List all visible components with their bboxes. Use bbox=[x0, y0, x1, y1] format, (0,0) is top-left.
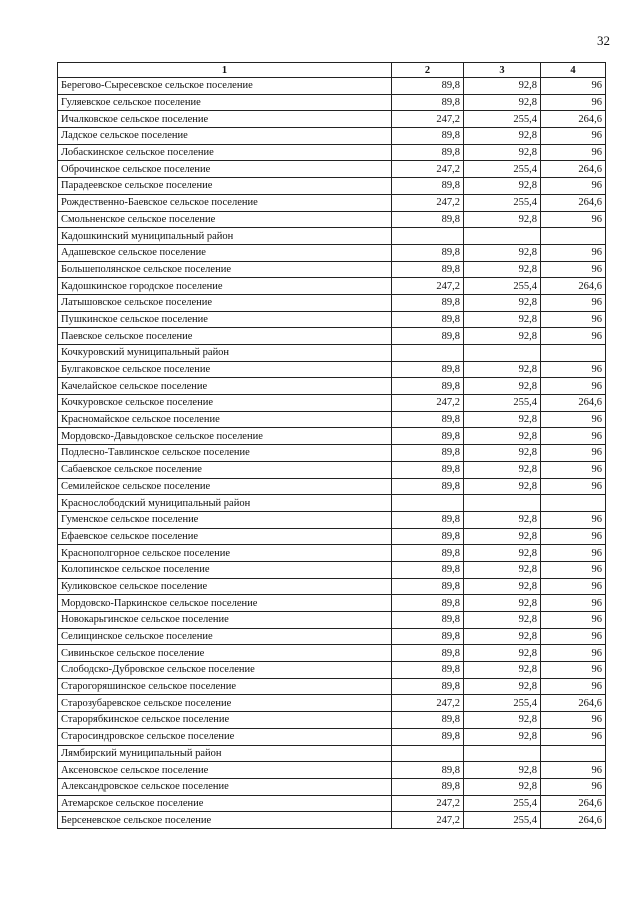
row-name: Мордовско-Давыдовское сельское поселение bbox=[58, 428, 392, 445]
row-name: Старосиндровское сельское поселение bbox=[58, 728, 392, 745]
value-col-3: 255,4 bbox=[464, 194, 541, 211]
row-name: Парадеевское сельское поселение bbox=[58, 178, 392, 195]
row-name: Кочкуровское сельское поселение bbox=[58, 395, 392, 412]
value-col-2: 89,8 bbox=[392, 178, 464, 195]
table-row bbox=[58, 561, 606, 578]
row-name: Булгаковское сельское поселение bbox=[58, 361, 392, 378]
table-row bbox=[58, 695, 606, 712]
value-col-3: 92,8 bbox=[464, 612, 541, 629]
value-col-3: 92,8 bbox=[464, 428, 541, 445]
table-row bbox=[58, 328, 606, 345]
table-row bbox=[58, 545, 606, 562]
value-col-2 bbox=[392, 228, 464, 245]
value-col-4: 96 bbox=[541, 662, 606, 679]
table-row bbox=[58, 495, 606, 512]
value-col-2: 89,8 bbox=[392, 578, 464, 595]
row-name: Кочкуровский муниципальный район bbox=[58, 345, 392, 362]
value-col-3: 92,8 bbox=[464, 645, 541, 662]
value-col-3: 255,4 bbox=[464, 278, 541, 295]
table-row bbox=[58, 762, 606, 779]
value-col-4: 264,6 bbox=[541, 161, 606, 178]
value-col-2: 89,8 bbox=[392, 545, 464, 562]
value-col-3: 92,8 bbox=[464, 211, 541, 228]
header-col-1: 1 bbox=[58, 63, 392, 78]
value-col-2: 89,8 bbox=[392, 411, 464, 428]
row-name: Аксеновское сельское поселение bbox=[58, 762, 392, 779]
value-col-4: 96 bbox=[541, 94, 606, 111]
value-col-3: 92,8 bbox=[464, 712, 541, 729]
table-row bbox=[58, 278, 606, 295]
row-name: Куликовское сельское поселение bbox=[58, 578, 392, 595]
row-name: Слободско-Дубровское сельское поселение bbox=[58, 662, 392, 679]
value-col-4: 96 bbox=[541, 528, 606, 545]
value-col-2: 89,8 bbox=[392, 144, 464, 161]
value-col-4: 96 bbox=[541, 645, 606, 662]
table-row bbox=[58, 461, 606, 478]
row-name: Кадошкинский муниципальный район bbox=[58, 228, 392, 245]
table-row bbox=[58, 228, 606, 245]
value-col-2: 247,2 bbox=[392, 695, 464, 712]
table-row bbox=[58, 378, 606, 395]
value-col-4: 96 bbox=[541, 595, 606, 612]
value-col-3: 92,8 bbox=[464, 78, 541, 95]
value-col-4: 96 bbox=[541, 511, 606, 528]
value-col-2: 89,8 bbox=[392, 461, 464, 478]
value-col-2: 247,2 bbox=[392, 278, 464, 295]
table-row bbox=[58, 194, 606, 211]
table-row bbox=[58, 294, 606, 311]
value-col-3: 92,8 bbox=[464, 361, 541, 378]
table-row bbox=[58, 612, 606, 629]
value-col-4 bbox=[541, 345, 606, 362]
value-col-4: 96 bbox=[541, 728, 606, 745]
value-col-3: 92,8 bbox=[464, 261, 541, 278]
value-col-4: 96 bbox=[541, 628, 606, 645]
value-col-4: 96 bbox=[541, 411, 606, 428]
value-col-2: 89,8 bbox=[392, 94, 464, 111]
value-col-2: 247,2 bbox=[392, 395, 464, 412]
table-row bbox=[58, 528, 606, 545]
value-col-4: 96 bbox=[541, 144, 606, 161]
row-name: Сабаевское сельское поселение bbox=[58, 461, 392, 478]
row-name: Старорябкинское сельское поселение bbox=[58, 712, 392, 729]
table-row bbox=[58, 78, 606, 95]
value-col-3: 255,4 bbox=[464, 795, 541, 812]
data-table bbox=[57, 62, 606, 829]
value-col-3: 255,4 bbox=[464, 161, 541, 178]
header-row bbox=[58, 63, 606, 78]
row-name: Новокарьгинское сельское поселение bbox=[58, 612, 392, 629]
value-col-3: 92,8 bbox=[464, 461, 541, 478]
value-col-3: 92,8 bbox=[464, 94, 541, 111]
header-col-2: 2 bbox=[392, 63, 464, 78]
value-col-4: 264,6 bbox=[541, 795, 606, 812]
value-col-3: 92,8 bbox=[464, 128, 541, 145]
value-col-2: 247,2 bbox=[392, 111, 464, 128]
value-col-2: 89,8 bbox=[392, 78, 464, 95]
value-col-4: 96 bbox=[541, 478, 606, 495]
row-name: Латышовское сельское поселение bbox=[58, 294, 392, 311]
value-col-3: 92,8 bbox=[464, 311, 541, 328]
value-col-2: 89,8 bbox=[392, 595, 464, 612]
row-name: Рождественно-Баевское сельское поселение bbox=[58, 194, 392, 211]
value-col-4: 96 bbox=[541, 778, 606, 795]
value-col-4: 264,6 bbox=[541, 812, 606, 829]
value-col-2: 247,2 bbox=[392, 161, 464, 178]
value-col-4: 96 bbox=[541, 78, 606, 95]
row-name: Сивиньское сельское поселение bbox=[58, 645, 392, 662]
table-row bbox=[58, 144, 606, 161]
value-col-4: 96 bbox=[541, 578, 606, 595]
table-row bbox=[58, 645, 606, 662]
value-col-4 bbox=[541, 228, 606, 245]
value-col-3 bbox=[464, 495, 541, 512]
value-col-4: 264,6 bbox=[541, 194, 606, 211]
row-name: Качелайское сельское поселение bbox=[58, 378, 392, 395]
value-col-4 bbox=[541, 745, 606, 762]
value-col-2 bbox=[392, 495, 464, 512]
table-row bbox=[58, 578, 606, 595]
table-row bbox=[58, 778, 606, 795]
table-row bbox=[58, 712, 606, 729]
table-row bbox=[58, 161, 606, 178]
value-col-3: 92,8 bbox=[464, 511, 541, 528]
table-row bbox=[58, 411, 606, 428]
value-col-4: 96 bbox=[541, 261, 606, 278]
row-name: Мордовско-Паркинское сельское поселение bbox=[58, 595, 392, 612]
table-row bbox=[58, 311, 606, 328]
value-col-4: 264,6 bbox=[541, 278, 606, 295]
value-col-3: 92,8 bbox=[464, 578, 541, 595]
value-col-4: 96 bbox=[541, 612, 606, 629]
value-col-4: 96 bbox=[541, 428, 606, 445]
row-name: Кадошкинское городское поселение bbox=[58, 278, 392, 295]
value-col-4: 96 bbox=[541, 244, 606, 261]
row-name: Семилейское сельское поселение bbox=[58, 478, 392, 495]
value-col-2: 89,8 bbox=[392, 445, 464, 462]
value-col-4: 96 bbox=[541, 461, 606, 478]
table-row bbox=[58, 595, 606, 612]
value-col-3: 92,8 bbox=[464, 378, 541, 395]
table-row bbox=[58, 662, 606, 679]
value-col-4: 96 bbox=[541, 678, 606, 695]
value-col-2: 89,8 bbox=[392, 478, 464, 495]
value-col-3: 92,8 bbox=[464, 478, 541, 495]
value-col-4: 264,6 bbox=[541, 695, 606, 712]
row-name: Селищинское сельское поселение bbox=[58, 628, 392, 645]
row-name: Пушкинское сельское поселение bbox=[58, 311, 392, 328]
value-col-2: 89,8 bbox=[392, 612, 464, 629]
table-row bbox=[58, 678, 606, 695]
row-name: Красномайское сельское поселение bbox=[58, 411, 392, 428]
row-name: Ичалковское сельское поселение bbox=[58, 111, 392, 128]
value-col-2: 89,8 bbox=[392, 428, 464, 445]
value-col-2: 89,8 bbox=[392, 311, 464, 328]
value-col-3: 92,8 bbox=[464, 728, 541, 745]
value-col-4: 96 bbox=[541, 712, 606, 729]
table-row bbox=[58, 812, 606, 829]
value-col-4: 96 bbox=[541, 328, 606, 345]
value-col-3: 92,8 bbox=[464, 561, 541, 578]
value-col-4: 96 bbox=[541, 361, 606, 378]
value-col-2: 247,2 bbox=[392, 194, 464, 211]
value-col-3: 92,8 bbox=[464, 294, 541, 311]
table-row bbox=[58, 178, 606, 195]
row-name: Подлесно-Тавлинское сельское поселение bbox=[58, 445, 392, 462]
row-name: Оброчинское сельское поселение bbox=[58, 161, 392, 178]
row-name: Старозубаревское сельское поселение bbox=[58, 695, 392, 712]
row-name: Старогоряшинское сельское поселение bbox=[58, 678, 392, 695]
table-row bbox=[58, 211, 606, 228]
header-col-4: 4 bbox=[541, 63, 606, 78]
table-row bbox=[58, 428, 606, 445]
table-row bbox=[58, 395, 606, 412]
row-name: Смольненское сельское поселение bbox=[58, 211, 392, 228]
value-col-2: 89,8 bbox=[392, 728, 464, 745]
table-row bbox=[58, 728, 606, 745]
table-row bbox=[58, 511, 606, 528]
table-row bbox=[58, 361, 606, 378]
value-col-2: 89,8 bbox=[392, 628, 464, 645]
value-col-2: 89,8 bbox=[392, 762, 464, 779]
table-row bbox=[58, 345, 606, 362]
row-name: Лобаскинское сельское поселение bbox=[58, 144, 392, 161]
value-col-4: 96 bbox=[541, 378, 606, 395]
value-col-4: 96 bbox=[541, 762, 606, 779]
value-col-3 bbox=[464, 745, 541, 762]
row-name: Гуменское сельское поселение bbox=[58, 511, 392, 528]
table-row bbox=[58, 445, 606, 462]
table-row bbox=[58, 261, 606, 278]
header-col-3: 3 bbox=[464, 63, 541, 78]
value-col-3 bbox=[464, 228, 541, 245]
value-col-4: 96 bbox=[541, 211, 606, 228]
value-col-4: 96 bbox=[541, 311, 606, 328]
value-col-3: 92,8 bbox=[464, 662, 541, 679]
value-col-2: 89,8 bbox=[392, 662, 464, 679]
row-name: Берсеневское сельское поселение bbox=[58, 812, 392, 829]
value-col-2: 89,8 bbox=[392, 244, 464, 261]
table-row bbox=[58, 94, 606, 111]
value-col-3: 92,8 bbox=[464, 778, 541, 795]
value-col-2 bbox=[392, 345, 464, 362]
value-col-3: 92,8 bbox=[464, 595, 541, 612]
value-col-3: 255,4 bbox=[464, 111, 541, 128]
value-col-2: 89,8 bbox=[392, 261, 464, 278]
value-col-2 bbox=[392, 745, 464, 762]
value-col-3: 92,8 bbox=[464, 328, 541, 345]
value-col-4: 96 bbox=[541, 445, 606, 462]
value-col-3: 92,8 bbox=[464, 244, 541, 261]
value-col-4: 96 bbox=[541, 178, 606, 195]
value-col-3: 92,8 bbox=[464, 445, 541, 462]
value-col-3: 92,8 bbox=[464, 762, 541, 779]
value-col-3: 255,4 bbox=[464, 395, 541, 412]
value-col-3: 92,8 bbox=[464, 178, 541, 195]
value-col-2: 247,2 bbox=[392, 812, 464, 829]
value-col-2: 89,8 bbox=[392, 528, 464, 545]
value-col-4: 264,6 bbox=[541, 395, 606, 412]
value-col-3: 92,8 bbox=[464, 545, 541, 562]
row-name: Паевское сельское поселение bbox=[58, 328, 392, 345]
value-col-3: 92,8 bbox=[464, 411, 541, 428]
row-name: Краснополгорное сельское поселение bbox=[58, 545, 392, 562]
row-name: Ладское сельское поселение bbox=[58, 128, 392, 145]
row-name: Гуляевское сельское поселение bbox=[58, 94, 392, 111]
value-col-2: 89,8 bbox=[392, 678, 464, 695]
value-col-4: 96 bbox=[541, 294, 606, 311]
value-col-2: 89,8 bbox=[392, 361, 464, 378]
page-number: 32 bbox=[597, 33, 610, 48]
value-col-2: 247,2 bbox=[392, 795, 464, 812]
value-col-3: 255,4 bbox=[464, 812, 541, 829]
row-name: Александровское сельское поселение bbox=[58, 778, 392, 795]
table-row bbox=[58, 244, 606, 261]
value-col-3: 92,8 bbox=[464, 144, 541, 161]
value-col-4: 264,6 bbox=[541, 111, 606, 128]
value-col-2: 89,8 bbox=[392, 645, 464, 662]
value-col-3: 92,8 bbox=[464, 528, 541, 545]
row-name: Берегово-Сыресевское сельское поселение bbox=[58, 78, 392, 95]
value-col-2: 89,8 bbox=[392, 378, 464, 395]
value-col-4: 96 bbox=[541, 545, 606, 562]
value-col-2: 89,8 bbox=[392, 128, 464, 145]
value-col-3: 92,8 bbox=[464, 678, 541, 695]
value-col-2: 89,8 bbox=[392, 511, 464, 528]
row-name: Краснослободский муниципальный район bbox=[58, 495, 392, 512]
table-body bbox=[58, 78, 606, 829]
row-name: Адашевское сельское поселение bbox=[58, 244, 392, 261]
value-col-2: 89,8 bbox=[392, 561, 464, 578]
value-col-3: 255,4 bbox=[464, 695, 541, 712]
row-name: Колопинское сельское поселение bbox=[58, 561, 392, 578]
value-col-2: 89,8 bbox=[392, 211, 464, 228]
table-row bbox=[58, 111, 606, 128]
value-col-3: 92,8 bbox=[464, 628, 541, 645]
value-col-4 bbox=[541, 495, 606, 512]
row-name: Ефаевское сельское поселение bbox=[58, 528, 392, 545]
row-name: Большеполянское сельское поселение bbox=[58, 261, 392, 278]
table-row bbox=[58, 628, 606, 645]
table-row bbox=[58, 478, 606, 495]
value-col-4: 96 bbox=[541, 128, 606, 145]
value-col-2: 89,8 bbox=[392, 778, 464, 795]
table-row bbox=[58, 795, 606, 812]
value-col-2: 89,8 bbox=[392, 328, 464, 345]
value-col-2: 89,8 bbox=[392, 294, 464, 311]
value-col-2: 89,8 bbox=[392, 712, 464, 729]
row-name: Атемарское сельское поселение bbox=[58, 795, 392, 812]
table-row bbox=[58, 745, 606, 762]
value-col-4: 96 bbox=[541, 561, 606, 578]
row-name: Лямбирский муниципальный район bbox=[58, 745, 392, 762]
table-row bbox=[58, 128, 606, 145]
value-col-3 bbox=[464, 345, 541, 362]
table-header bbox=[58, 63, 606, 78]
